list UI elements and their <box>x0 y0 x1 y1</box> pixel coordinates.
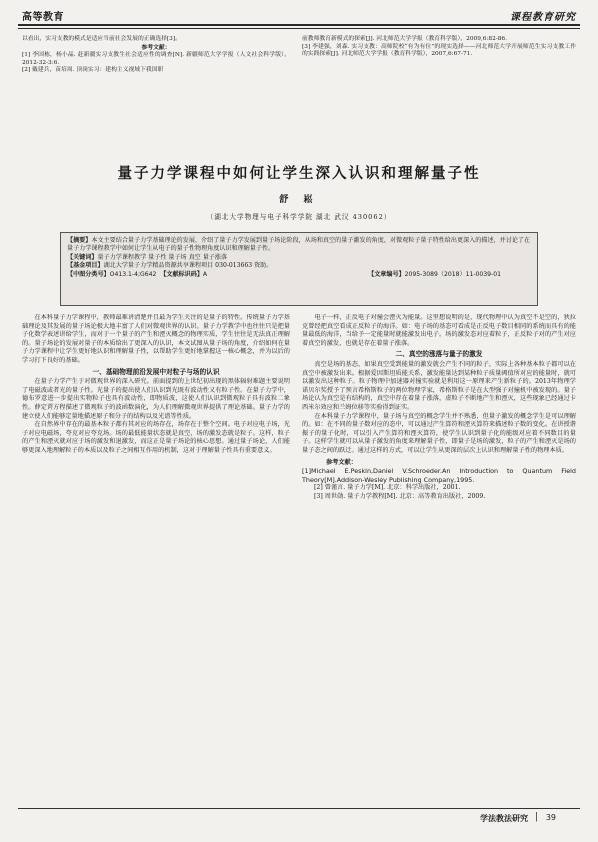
header-rule <box>18 24 580 26</box>
previous-article-left-column <box>22 36 290 75</box>
journal-name: 课程教育研究 <box>510 12 576 23</box>
classification-row <box>67 271 531 279</box>
header-rule-thin <box>18 28 580 29</box>
fund-label: 【基金项目】 <box>67 262 104 270</box>
clc-label: 【中图分类号】 <box>67 270 110 278</box>
article-number-value: 2095-3089（2018）11-0039-01 <box>404 270 501 278</box>
author-affiliation: （湖北大学物理与电子科学学院 湖北 武汉 430062） <box>206 213 392 221</box>
previous-reference-item: [3] 李建强，刘森. 实习支教：高师院校“有为有位”的现实选择——河北师范大学开展师范生实习支教工作的实践探索[J]. 河北师范大学学报（教育科学版），2007,6:67-71. <box>302 43 576 58</box>
body-right-column <box>302 314 576 804</box>
previous-article-conclusion: 以看出，实习支教的模式是适应当前社会发展的正确选择[3]。 <box>22 36 181 42</box>
body-paragraph: 在本科量子力学课程中，量子场与真空的概念学生并不熟悉，但量子激发的概念学生是可以理解的。如：在不同的量子数对应的态中，可以通过产生算符和湮灭算符来描述粒子数的变化。在讲授谐振子的量子化时，可以引入产生算符和湮灭算符，使学生认识到量子化的能级对应着不同数目的量子。这样学生就可以从量子激发的角度来理解量子性，即量子是场的激发，粒子的产生和湮灭是场的量子态之间的跃迁。通过这样的方式，可以让学生从更深的层次上认识和理解量子性的物理本质。 <box>302 412 576 454</box>
body-left-column <box>22 314 290 804</box>
keywords-text: 量子力学课程教学 量子性 量子场 真空 量子涨落 <box>97 253 228 261</box>
fund <box>67 262 531 270</box>
previous-reference-item: 前教师教育新模式的探索[J]. 河北师范大学学报（教育科学版），2009,6:82-86. <box>302 36 507 42</box>
previous-article-right-column <box>302 36 576 59</box>
abstract <box>67 237 531 254</box>
previous-reference-item: [2] 戴建兵，苗培周. 顶岗实习：建构主义视域下我国职 <box>22 67 164 74</box>
references-heading: 参考文献： <box>326 458 357 466</box>
journal-section-label: 高等教育 <box>22 12 64 23</box>
body-paragraph: 电子一样，正反电子对撞会湮灭为能量。这里想说明的是，现代物理中认为真空不是空的，狄拉克曾经把真空看成正反粒子的海洋。如：电子场的基态可看成是正反电子数目相同的系统而具有的能量最低的海洋，当给予一定能量时就能激发出电子。场的激发态对应着粒子，正反粒子对的产生对应着真空的激发，也就是存在着量子涨落。 <box>302 314 576 347</box>
fund-text: 湖北大学量子力学精品资源共享课程项目 030-013663 资助。 <box>103 262 273 270</box>
clc-value: O413.1-4;G642 <box>109 270 157 278</box>
footer-divider: | <box>534 812 538 822</box>
page-number: 39 <box>545 813 556 822</box>
reference-item: [3] 周世勋. 量子力学教程[M]. 北京：高等教育出版社，2009. <box>314 492 486 500</box>
reference-item: [1]Michael E.Peskin,Daniel V.Schroeder.An Introduction to Quantum Field Theory[M].Addison-Wesley Publishing Company,1995. <box>302 467 576 484</box>
doc-code-value: A <box>202 270 208 278</box>
keywords <box>67 254 531 262</box>
keywords-label: 【关键词】 <box>67 253 98 261</box>
section-heading: 二、真空的涨落与量子的激发 <box>395 350 483 359</box>
clc <box>67 271 207 279</box>
reference-item: [2] 曾谨言. 量子力学[M]. 北京：科学出版社，2001. <box>314 484 461 492</box>
body-paragraph: 在本科量子力学课程中，教师最难讲清楚并且最为学生关注的是量子的特性。传统量子力学基础理论及其发展的量子场论极大地丰富了人们对微观世界的认识。量子力学教学中也往往只是把量子化数学表述讲给学生，而对于一个量子的产生和湮灭概念的物理实质，学生往往是无法真正理解的。量子场论的发展对量子的本质给出了更深入的认识，本文试图从量子场的角度，介绍如何在量子力学课程中让学生更好地认识和理解量子性，以帮助学生更好地掌握这一核心概念，并为以后的学习打下良好的基础。 <box>22 314 290 364</box>
section-heading: 一、基础物理前沿发展中对粒子与场的认识 <box>92 367 220 376</box>
footer-journal-label: 学法教法研究 <box>480 814 528 823</box>
article-title: 量子力学课程中如何让学生深入认识和理解量子性 <box>117 166 481 182</box>
abstract-label: 【摘要】 <box>67 237 92 244</box>
body-paragraph: 在自然界中存在的最基本粒子都有其对应的场存在，场存在于整个空间。电子对应电子场，光子对应电磁场，夸克对应夸克场。场的最低能量状态就是真空，场的激发态就是粒子。这样，粒子的产生和湮灭就对应于场的激发和退激发，而这正是量子场论的核心思想。通过量子场论，人们能够更深入地理解粒子的本质以及粒子之间相互作用的机制，这对于理解量子性具有重要意义。 <box>22 421 290 454</box>
article-number-label: 【文章编号】 <box>368 270 405 278</box>
body-paragraph: 在量子力学产生于对微观世界的深入研究。前面提到的上世纪初出现的黑体辐射难题主要说明了电磁波或者光的量子性。光量子的提出使人们认识到光既有波动性又有粒子性。在量子力学中，德布罗意进一步提出实物粒子也具有波动性，即物质波，这使人们认识到微观粒子具有波粒二象性。薛定谔方程描述了微观粒子的波函数演化，为人们理解微观世界提供了理论基础。量子力学的建立使人们能够定量地描述原子和分子的结构以及光谱等性质。 <box>22 378 290 420</box>
previous-reference-item: [1] 李国栋，杨小晶. 赶新疆实习支教生社会适应性的调查[N]. 新疆师范大学学报（人文社会科学版），2012-32-3:6. <box>22 52 290 66</box>
abstract-text: 本文主要结合量子力学基础理论的发展，介绍了量子力学发展到量子场论阶段，从场和真空的量子激发的角度，对微观粒子量子特性给出更深入的描述，并讨论了在量子力学课程教学中如何让学生从电子的量子性物理角度认识和理解量子性。 <box>67 237 531 253</box>
footer-rule <box>18 808 580 809</box>
body-paragraph: 真空是场的基态，如果真空受到能量的激发就会产生不同的粒子，实际上各种基本粒子都可以在真空中被激发出来。根据爱因斯坦质能关系，激发能量达到某种粒子质量阈值所对应的能量时，就可以激发出这种粒子。粒子物理中加速器对撞实验就是利用这一原理来产生新粒子的。2013年物理学诺贝尔奖授予了预言希格斯粒子的两位物理学家，希格斯粒子是在大型强子对撞机中被发现的。量子场论认为真空是有结构的，真空中存在着量子涨落，虚粒子不断地产生和湮灭，这些现象已经通过卡西米尔效应和兰姆位移等实验得到证实。 <box>302 360 576 411</box>
doc-code-label: 【文献标识码】 <box>160 270 203 278</box>
article-number <box>368 271 501 279</box>
article-metadata-box <box>60 232 538 306</box>
article-author: 舒 崧 <box>279 195 319 205</box>
previous-references-heading: 参考文献： <box>141 44 171 51</box>
